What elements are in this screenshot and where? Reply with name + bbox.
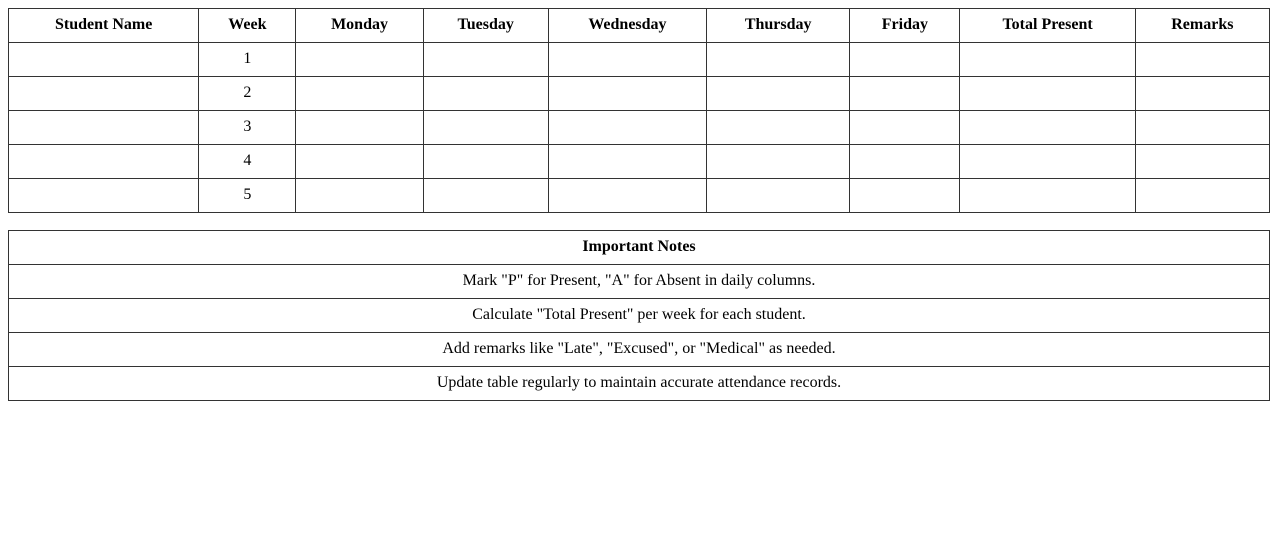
cell-monday xyxy=(296,179,423,213)
cell-tuesday xyxy=(423,43,548,77)
col-header-remarks: Remarks xyxy=(1135,9,1269,43)
table-row xyxy=(9,77,1270,111)
table-row xyxy=(9,179,1270,213)
cell-monday xyxy=(296,43,423,77)
cell-friday xyxy=(850,77,960,111)
cell-friday xyxy=(850,43,960,77)
note-row xyxy=(9,265,1270,299)
cell-student-name xyxy=(9,179,199,213)
cell-tuesday xyxy=(423,145,548,179)
note-item: Update table regularly to maintain accurate attendance records. xyxy=(9,367,1270,401)
cell-thursday xyxy=(707,77,850,111)
cell-thursday xyxy=(707,43,850,77)
cell-week: 3 xyxy=(199,111,296,145)
cell-tuesday xyxy=(423,111,548,145)
notes-title: Important Notes xyxy=(9,231,1270,265)
cell-thursday xyxy=(707,145,850,179)
cell-week: 5 xyxy=(199,179,296,213)
cell-friday xyxy=(850,179,960,213)
cell-remarks xyxy=(1135,43,1269,77)
cell-student-name xyxy=(9,111,199,145)
cell-student-name xyxy=(9,77,199,111)
cell-total-present xyxy=(960,77,1135,111)
note-item: Mark "P" for Present, "A" for Absent in daily columns. xyxy=(9,265,1270,299)
attendance-table xyxy=(8,8,1270,213)
table-row xyxy=(9,43,1270,77)
notes-table xyxy=(8,230,1270,401)
attendance-header-row xyxy=(9,9,1270,43)
cell-student-name xyxy=(9,43,199,77)
cell-thursday xyxy=(707,111,850,145)
cell-wednesday xyxy=(548,179,706,213)
cell-wednesday xyxy=(548,145,706,179)
col-header-total-present: Total Present xyxy=(960,9,1135,43)
note-row xyxy=(9,367,1270,401)
note-row xyxy=(9,333,1270,367)
cell-week: 1 xyxy=(199,43,296,77)
col-header-wednesday: Wednesday xyxy=(548,9,706,43)
col-header-student-name: Student Name xyxy=(9,9,199,43)
cell-total-present xyxy=(960,179,1135,213)
cell-student-name xyxy=(9,145,199,179)
note-item: Add remarks like "Late", "Excused", or "Medical" as needed. xyxy=(9,333,1270,367)
cell-total-present xyxy=(960,145,1135,179)
cell-wednesday xyxy=(548,111,706,145)
cell-monday xyxy=(296,77,423,111)
note-row xyxy=(9,299,1270,333)
col-header-monday: Monday xyxy=(296,9,423,43)
table-row xyxy=(9,111,1270,145)
cell-total-present xyxy=(960,43,1135,77)
cell-tuesday xyxy=(423,179,548,213)
cell-wednesday xyxy=(548,77,706,111)
cell-remarks xyxy=(1135,111,1269,145)
cell-remarks xyxy=(1135,77,1269,111)
notes-header-row xyxy=(9,231,1270,265)
col-header-week: Week xyxy=(199,9,296,43)
cell-wednesday xyxy=(548,43,706,77)
cell-tuesday xyxy=(423,77,548,111)
col-header-tuesday: Tuesday xyxy=(423,9,548,43)
cell-monday xyxy=(296,111,423,145)
cell-remarks xyxy=(1135,179,1269,213)
cell-monday xyxy=(296,145,423,179)
cell-thursday xyxy=(707,179,850,213)
col-header-thursday: Thursday xyxy=(707,9,850,43)
col-header-friday: Friday xyxy=(850,9,960,43)
cell-week: 4 xyxy=(199,145,296,179)
cell-total-present xyxy=(960,111,1135,145)
table-row xyxy=(9,145,1270,179)
cell-week: 2 xyxy=(199,77,296,111)
cell-friday xyxy=(850,145,960,179)
cell-remarks xyxy=(1135,145,1269,179)
note-item: Calculate "Total Present" per week for each student. xyxy=(9,299,1270,333)
cell-friday xyxy=(850,111,960,145)
